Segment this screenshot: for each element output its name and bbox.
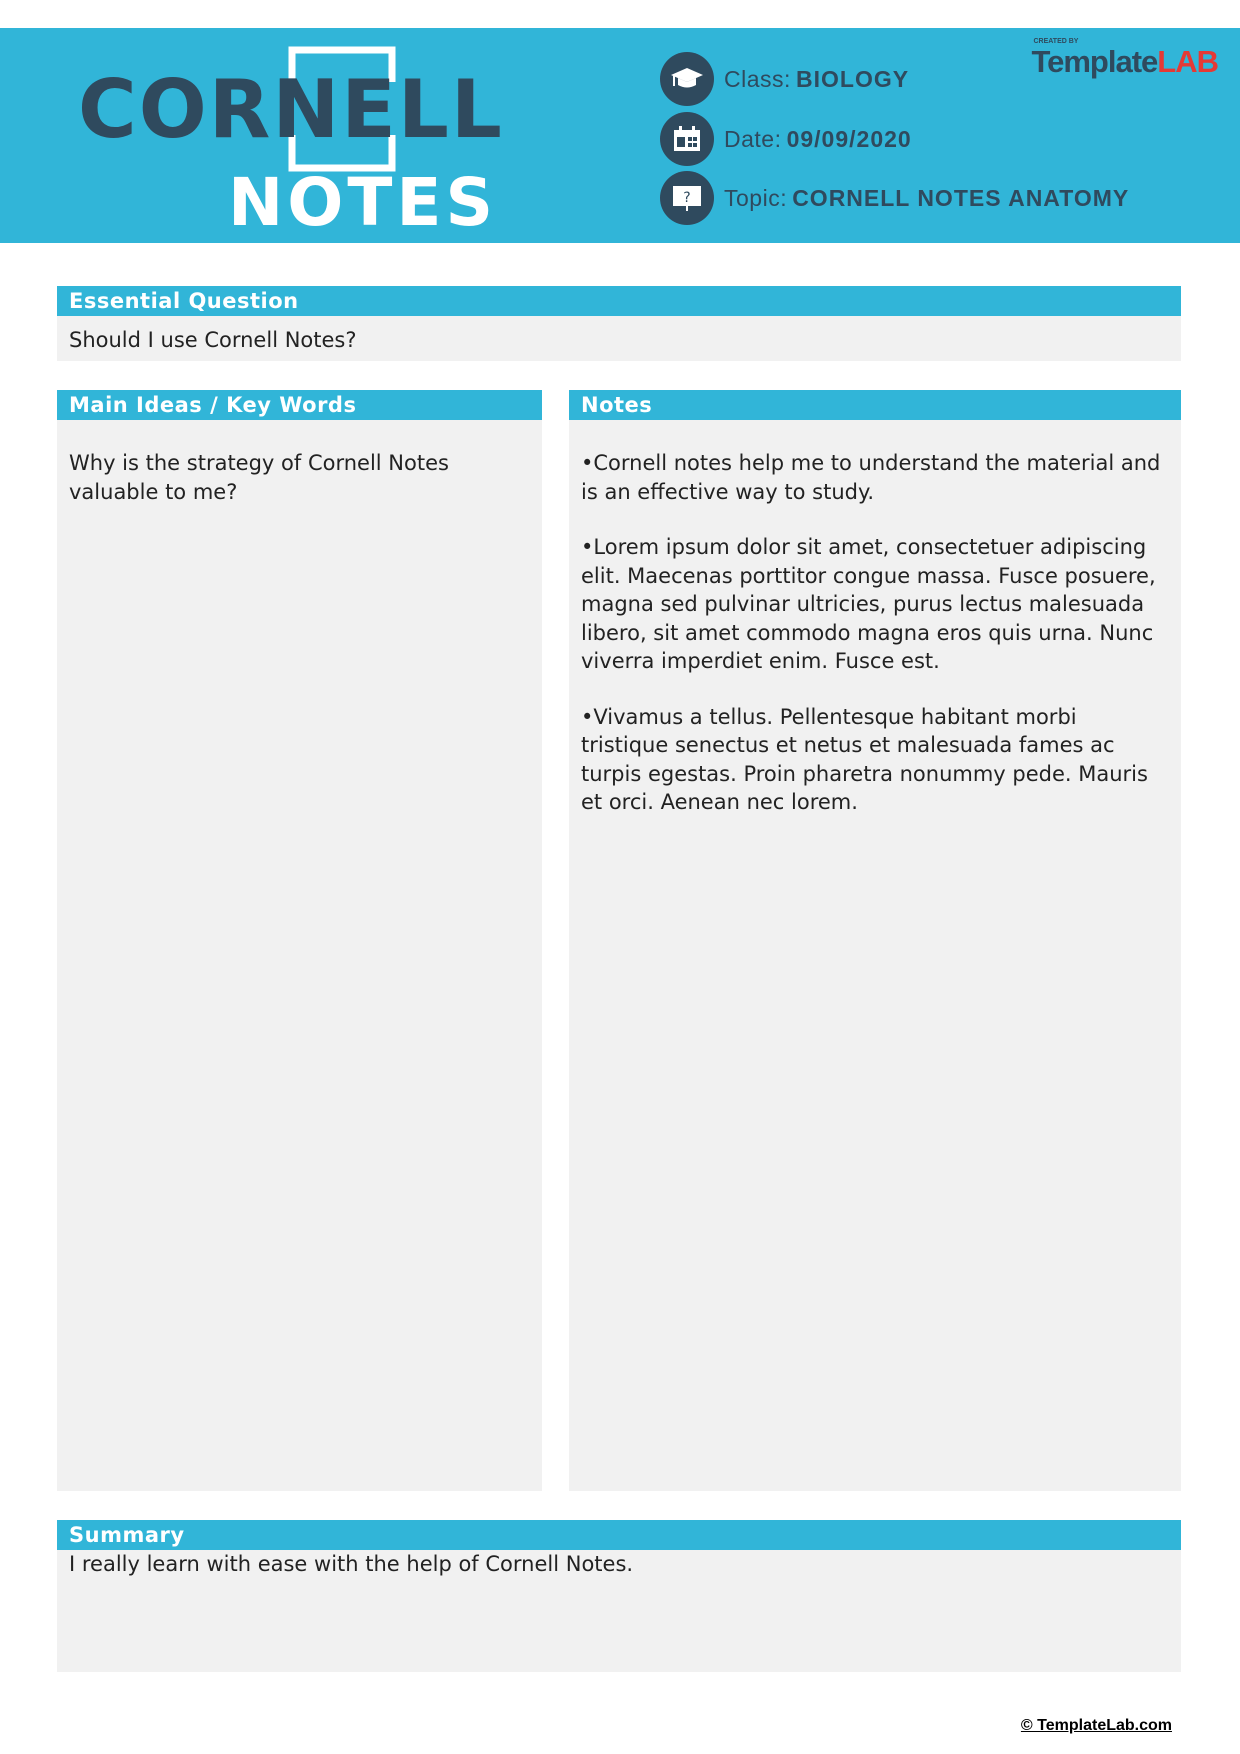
essential-question-body — [57, 316, 1181, 361]
notes-paragraph: •Vivamus a tellus. Pellentesque habitant morbi tristique senectus et netus et malesuada fames ac turpis egestas. Proin pharetra nonummy pede. Mauris et orci. Aenean nec lorem. — [581, 704, 1148, 814]
topic-label: Topic: — [724, 184, 788, 211]
class-label: Class: — [724, 65, 791, 92]
graduation-cap-icon — [660, 52, 714, 106]
templatelab-brand — [1031, 38, 1218, 80]
summary-heading: Summary — [57, 1520, 1181, 1550]
date-row — [660, 111, 912, 167]
cornell-notes-logo — [0, 28, 560, 243]
logo-notes-text: NOTES — [228, 164, 497, 241]
logo-cornell-text: CORNELL — [78, 63, 504, 156]
footer-copyright-link[interactable]: © TemplateLab.com — [1020, 1717, 1172, 1734]
calendar-icon — [660, 112, 714, 166]
brand-created-by: CREATED BY — [1033, 38, 1079, 45]
question-board-icon — [660, 171, 714, 225]
main-ideas-body — [57, 420, 542, 1491]
header-banner — [0, 28, 1240, 243]
essential-question-text: Should I use Cornell Notes? — [69, 328, 357, 352]
brand-lab: LAB — [1157, 44, 1218, 79]
summary-body — [57, 1550, 1181, 1672]
topic-row — [660, 170, 1129, 226]
date-value: 09/09/2020 — [786, 125, 912, 152]
summary-text: I really learn with ease with the help of Cornell Notes. — [69, 1552, 634, 1576]
main-ideas-heading: Main Ideas / Key Words — [57, 390, 542, 420]
topic-value: CORNELL NOTES ANATOMY — [792, 184, 1130, 211]
svg-text:?: ? — [683, 190, 691, 206]
essential-question-heading: Essential Question — [57, 286, 1181, 316]
brand-template: Template — [1031, 44, 1158, 79]
notes-paragraph: •Lorem ipsum dolor sit amet, consectetuer adipiscing elit. Maecenas porttitor congue massa. Fusce posuere, magna sed pulvinar ultricies, purus lectus malesuada libero, sit amet commodo magna eros quis urna. Nunc viverra imperdiet enim. Fusce est. — [581, 535, 1156, 673]
class-value: BIOLOGY — [796, 65, 910, 92]
class-row — [660, 51, 909, 107]
notes-paragraph: •Cornell notes help me to understand the material and is an effective way to study. — [581, 451, 1161, 504]
date-label: Date: — [724, 125, 782, 152]
notes-body — [569, 420, 1181, 1491]
main-ideas-text: Why is the strategy of Cornell Notes valuable to me? — [69, 451, 449, 504]
notes-heading: Notes — [569, 390, 1181, 420]
